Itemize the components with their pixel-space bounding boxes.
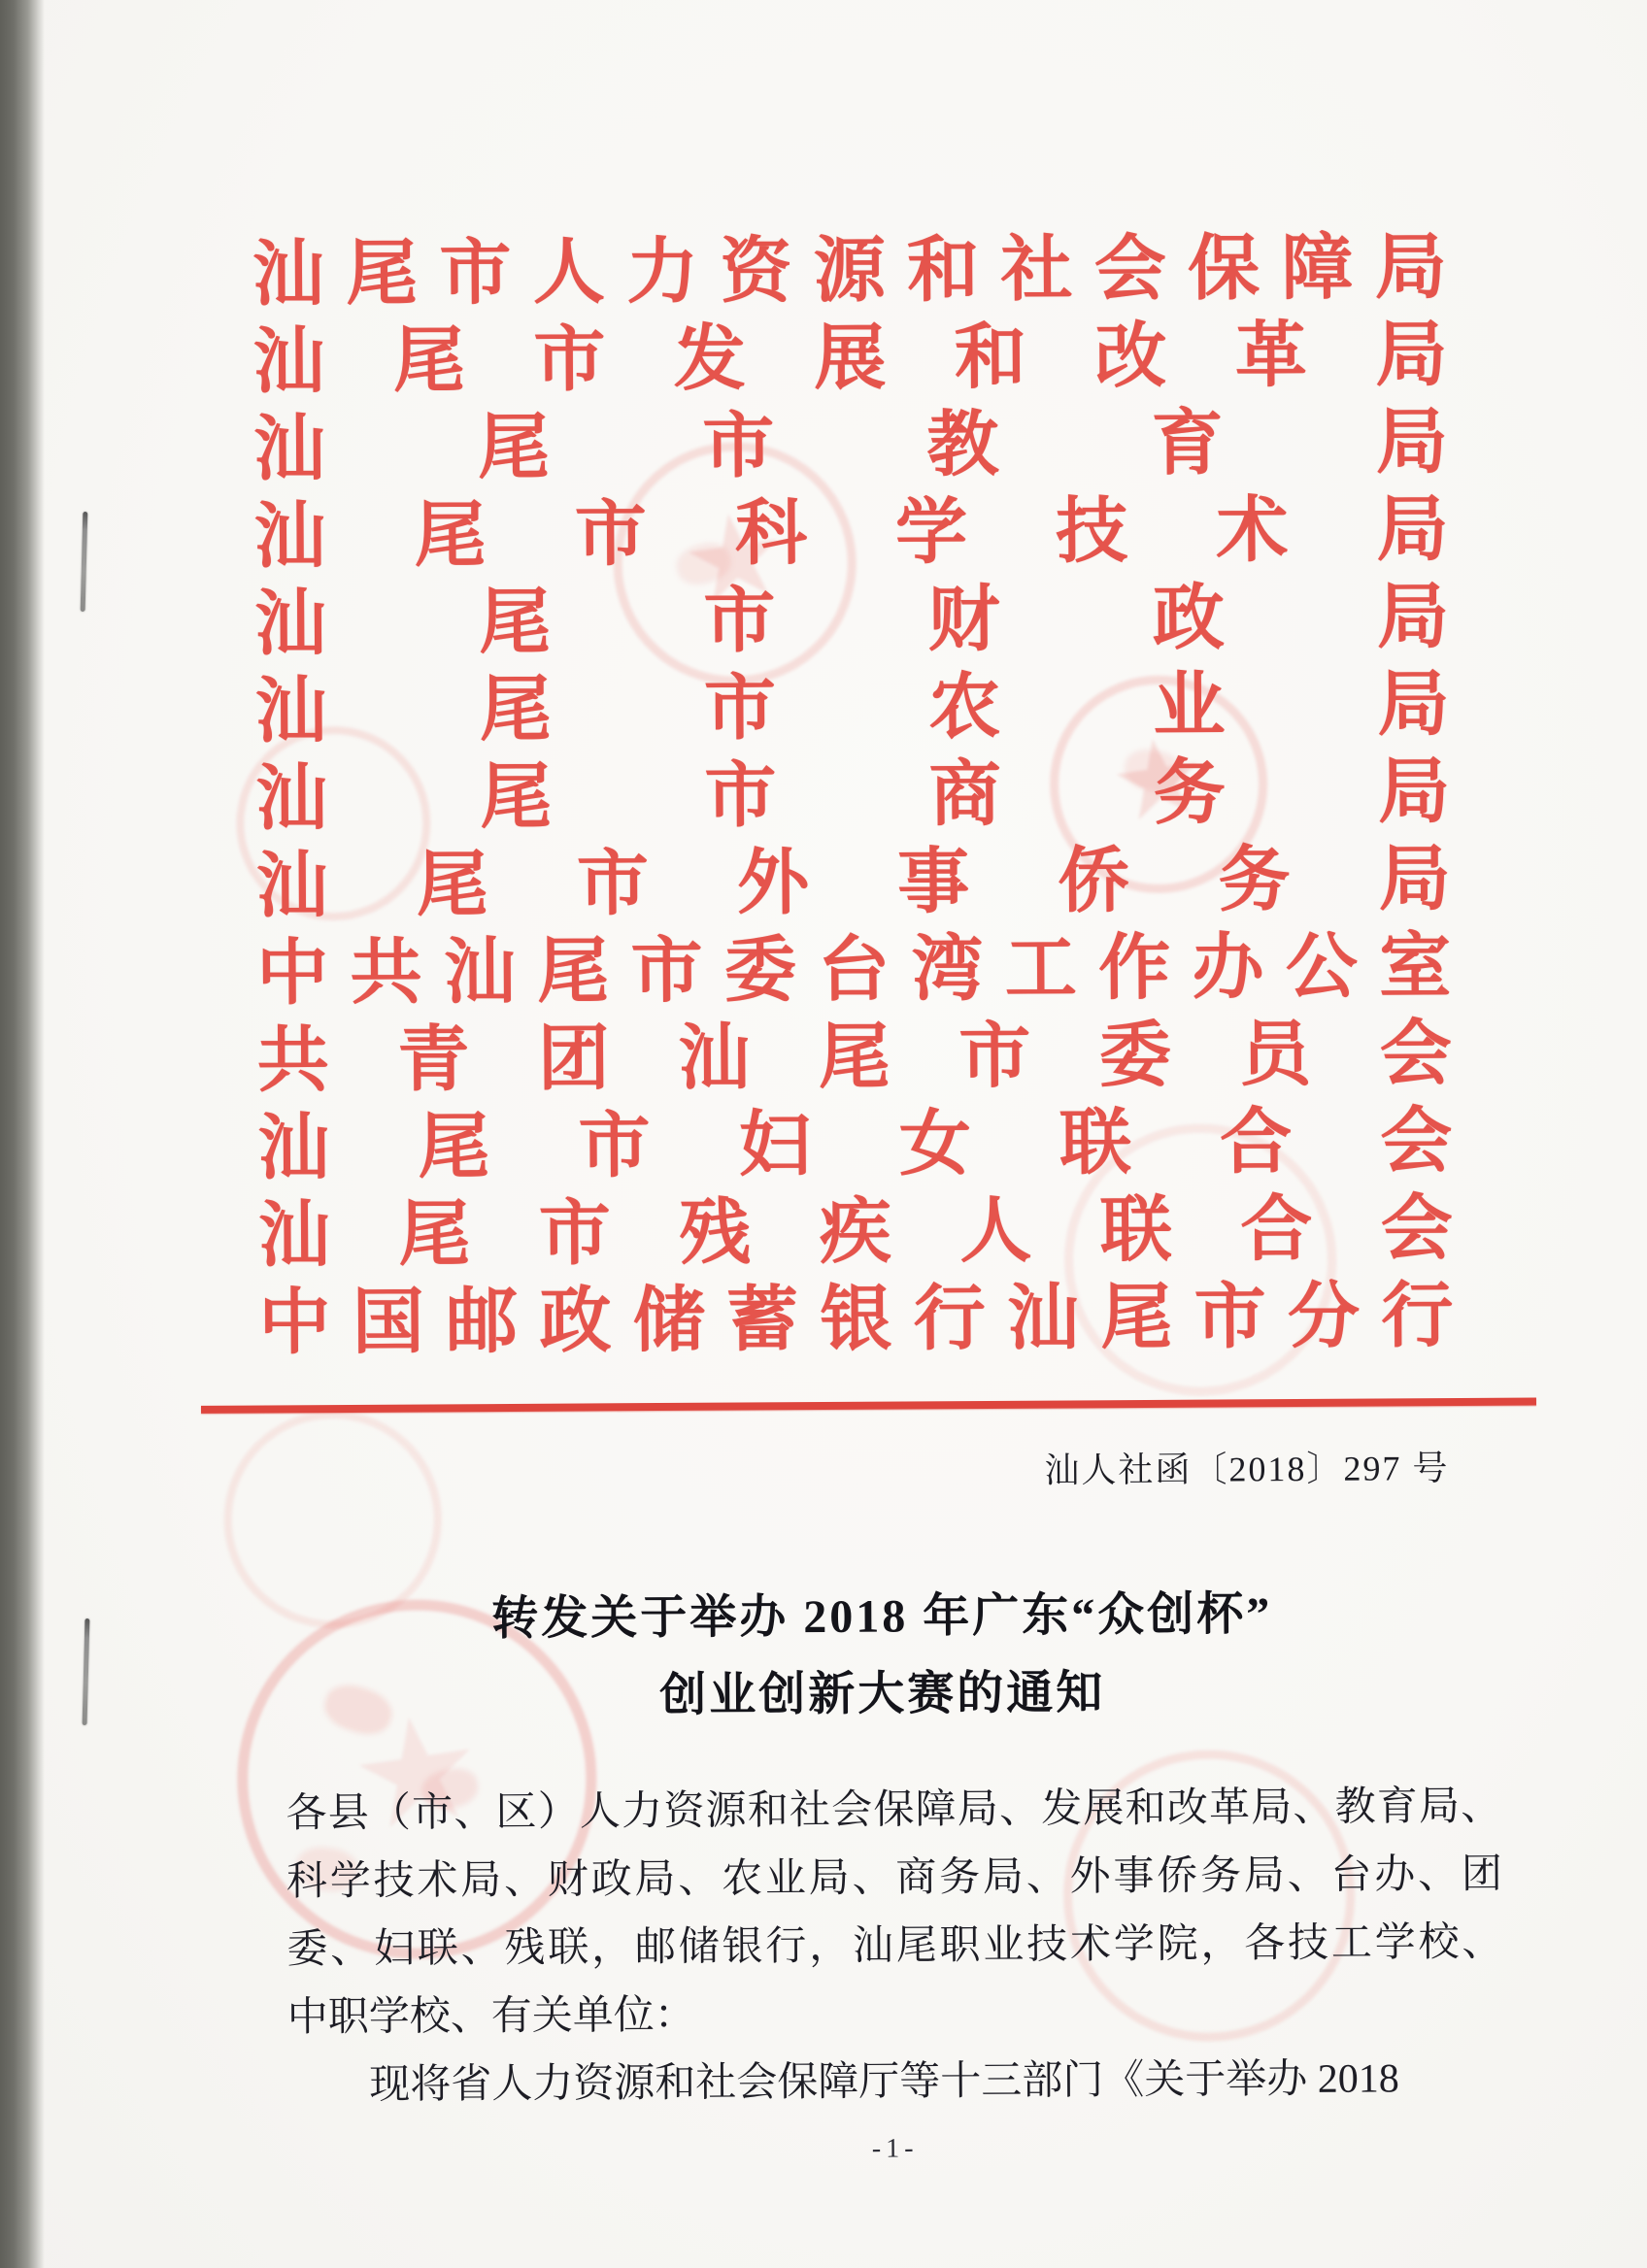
issuer-line: 汕 尾 市 残 疾 人 联 合 会 <box>257 1189 1454 1277</box>
issuer-line: 汕 尾 市 外 事 侨 务 局 <box>255 840 1451 927</box>
title-line-2: 创业创新大赛的通知 <box>659 1667 1106 1722</box>
issuer-line: 汕 尾 市 农 业 局 <box>254 665 1450 752</box>
issuer-line: 中 国 邮 政 储 蓄 银 行 汕 尾 市 分 行 <box>258 1277 1454 1364</box>
body-line: 各 县 （ 市 、 区 ） 人 力 资 源 和 社 会 保 障 局 、 发 展 和 改 革 局 、 教 育 局 、 <box>286 1784 1502 1837</box>
issuing-agencies <box>252 217 1454 1364</box>
title-line-1: 转发关于举办 2018 年广东“众创杯” <box>491 1588 1273 1646</box>
body-line: 中职学校、有关单位： <box>286 1992 695 2041</box>
body-paragraph <box>286 1773 1503 2120</box>
doc-number: 汕人社函〔2018〕297 号 <box>1044 1449 1450 1490</box>
issuer-line: 共 青 团 汕 尾 市 委 员 会 <box>256 1015 1453 1102</box>
issuer-line: 汕 尾 市 财 政 局 <box>253 578 1450 665</box>
issuer-line: 汕 尾 市 教 育 局 <box>252 403 1449 490</box>
issuer-line: 中 共 汕 尾 市 委 台 湾 工 作 办 公 室 <box>256 927 1452 1015</box>
scanner-edge-shadow <box>0 0 45 2268</box>
document-title <box>119 1574 1645 1739</box>
body-line: 科 学 技 术 局 、 财 政 局 、 农 业 局 、 商 务 局 、 外 事 侨 务 局 、 台 办 、 团 <box>286 1851 1503 1905</box>
issuer-line: 汕 尾 市 科 学 技 术 局 <box>253 490 1449 578</box>
page-number: -1- <box>871 2133 919 2164</box>
body-line: 现将省人力资源和社会保障厅等十三部门《关于举办 2018 <box>369 2056 1399 2108</box>
issuer-line: 汕 尾 市 商 务 局 <box>254 752 1451 840</box>
issuer-line: 汕 尾 市 发 展 和 改 革 局 <box>252 316 1448 403</box>
red-divider-line <box>201 1398 1536 1414</box>
body-line: 委 、 妇 联 、 残 联 ， 邮 储 银 行 ， 汕 尾 职 业 技 术 学 院 ， 各 技 工 学 校 、 <box>286 1919 1503 1973</box>
issuer-line: 汕 尾 市 妇 女 联 合 会 <box>257 1102 1453 1189</box>
issuer-line: 汕 尾 市 人 力 资 源 和 社 会 保 障 局 <box>252 228 1448 316</box>
